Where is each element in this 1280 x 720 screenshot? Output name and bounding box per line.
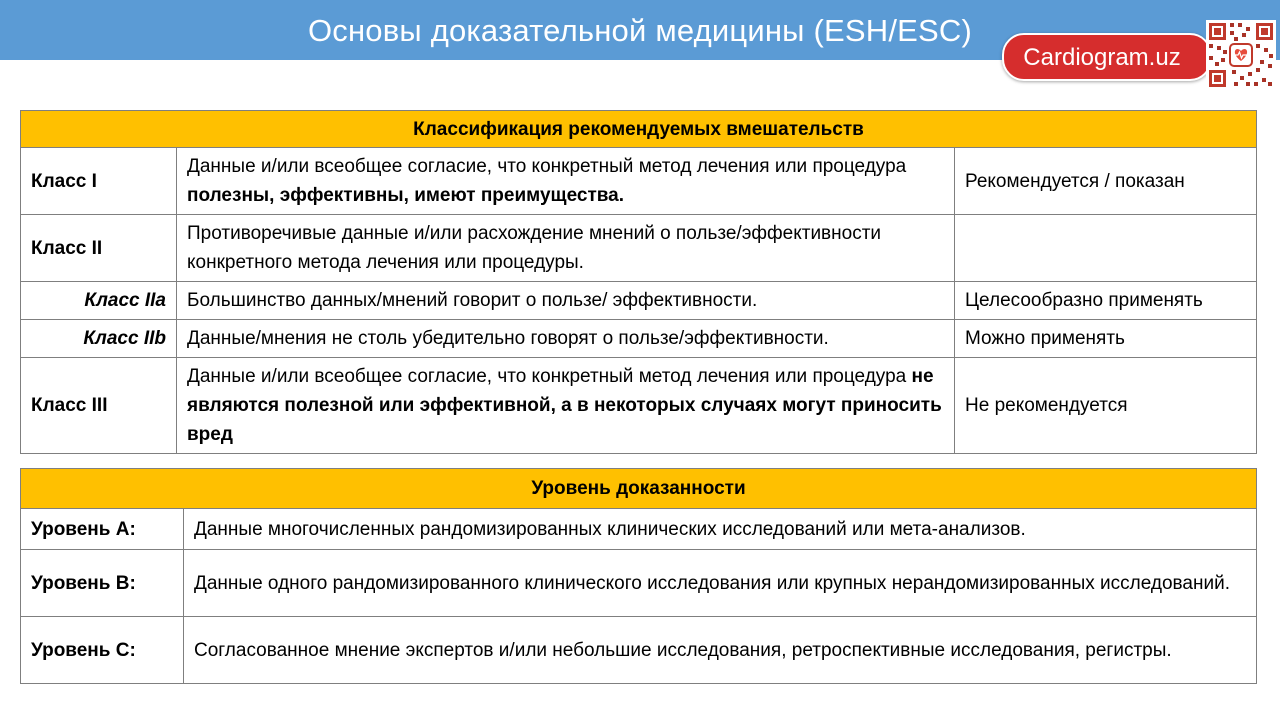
class-description — [177, 320, 955, 358]
evidence-level-label: Уровень С: — [21, 617, 184, 684]
table-row — [21, 282, 1257, 320]
class-label: Класс I — [21, 148, 177, 215]
class-description — [177, 148, 955, 215]
table-row — [21, 358, 1257, 454]
class-description-text: Противоречивые данные и/или расхождение мнений о пользе/эффективности конкретного метода лечения или процедуры. — [187, 223, 882, 273]
classes-table — [20, 110, 1257, 454]
evidence-level-label: Уровень В: — [21, 550, 184, 617]
class-label: Класс II — [21, 215, 177, 282]
brand-badge[interactable] — [1002, 33, 1212, 81]
table-row — [21, 320, 1257, 358]
evidence-table-header-row — [21, 469, 1257, 509]
evidence-level-label: Уровень А: — [21, 509, 184, 550]
table-row — [21, 215, 1257, 282]
class-label: Класс IIa — [21, 282, 177, 320]
class-description-text: Данные/мнения не столь убедительно говорят о пользе/эффективности. — [187, 328, 829, 349]
qr-code-graphic — [1206, 20, 1276, 90]
class-description-text: Данные и/или всеобщее согласие, что конкретный метод лечения или процедура — [187, 366, 912, 387]
class-description-text: Данные и/или всеобщее согласие, что конкретный метод лечения или процедура — [187, 156, 907, 177]
class-description — [177, 282, 955, 320]
class-recommendation: Рекомендуется / показан — [955, 148, 1257, 215]
class-label: Класс III — [21, 358, 177, 454]
evidence-table — [20, 468, 1257, 684]
class-recommendation: Не рекомендуется — [955, 358, 1257, 454]
evidence-level-description: Данные одного рандомизированного клинического исследования или крупных нерандомизированных исследований. — [184, 550, 1257, 617]
class-description-emphasis: не являются полезной или эффективной, а в некоторых случаях могут приносить вред — [187, 366, 942, 445]
class-description-text: Большинство данных/мнений говорит о пользе/ эффективности. — [187, 290, 758, 311]
class-recommendation: Целесообразно применять — [955, 282, 1257, 320]
table-row — [21, 550, 1257, 617]
evidence-table-title: Уровень доказанности — [21, 469, 1257, 509]
class-recommendation: Можно применять — [955, 320, 1257, 358]
classes-table-title: Классификация рекомендуемых вмешательств — [21, 111, 1257, 148]
class-label: Класс IIb — [21, 320, 177, 358]
evidence-level-description: Согласованное мнение экспертов и/или небольшие исследования, ретроспективные исследования, регистры. — [184, 617, 1257, 684]
classes-table-header-row — [21, 111, 1257, 148]
table-row — [21, 509, 1257, 550]
table-row — [21, 148, 1257, 215]
class-description — [177, 358, 955, 454]
page-title: Основы доказательной медицины (ESH/ESC) — [307, 13, 973, 48]
table-row — [21, 617, 1257, 684]
class-description — [177, 215, 955, 282]
class-recommendation — [955, 215, 1257, 282]
brand-label: Cardiogram.uz — [1023, 44, 1181, 71]
evidence-level-description: Данные многочисленных рандомизированных клинических исследований или мета-анализов. — [184, 509, 1257, 550]
qr-code-icon — [1206, 20, 1276, 90]
class-description-emphasis: полезны, эффективны, имеют преимущества. — [187, 185, 625, 206]
